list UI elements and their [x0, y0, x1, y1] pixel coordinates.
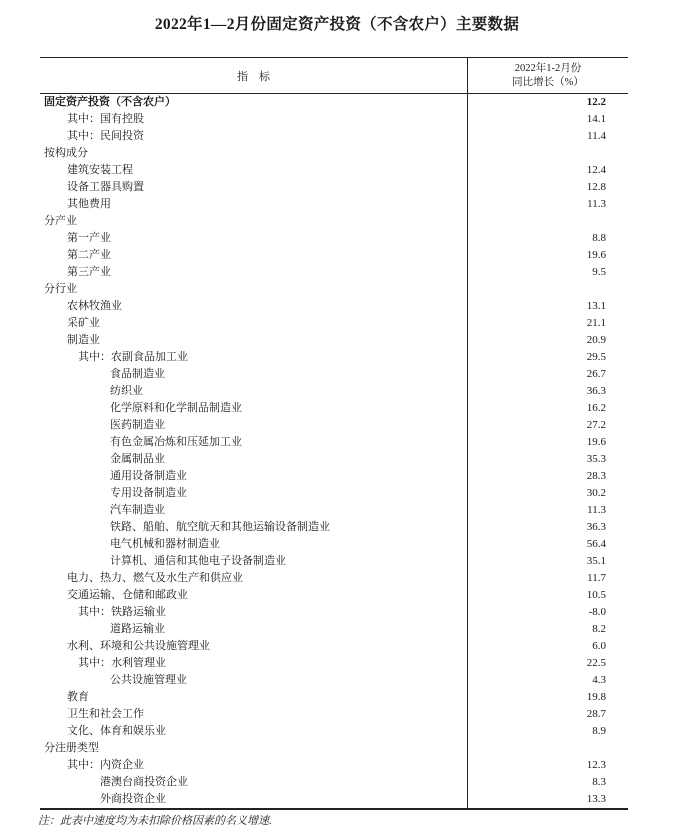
row-growth-value: 11.3 — [467, 502, 628, 519]
row-growth-value: 8.9 — [467, 723, 628, 740]
row-indicator-label: 分产业 — [44, 215, 77, 227]
row-indicator-label: 固定资产投资（不含农户） — [44, 96, 176, 108]
row-growth-value: 36.3 — [467, 383, 628, 400]
row-growth-value: 12.4 — [467, 162, 628, 179]
row-growth-value — [467, 281, 628, 298]
row-growth-value: 13.1 — [467, 298, 628, 315]
row-growth-value: 12.3 — [467, 757, 628, 774]
row-growth-value: 21.1 — [467, 315, 628, 332]
table-row — [40, 519, 628, 536]
table-row — [40, 740, 628, 757]
row-growth-value: 12.2 — [467, 94, 628, 111]
table-row — [40, 94, 628, 111]
row-indicator-label: 通用设备制造业 — [110, 470, 187, 482]
table-row — [40, 587, 628, 604]
row-growth-value: 26.7 — [467, 366, 628, 383]
row-growth-value: 4.3 — [467, 672, 628, 689]
row-growth-value: 56.4 — [467, 536, 628, 553]
row-growth-value: 19.6 — [467, 434, 628, 451]
table-row — [40, 791, 628, 808]
row-indicator-label: 其他费用 — [67, 198, 111, 210]
row-indicator-label: 公共设施管理业 — [110, 674, 187, 686]
row-indicator-label: 分行业 — [44, 283, 77, 295]
row-indicator-label: 第二产业 — [67, 249, 111, 261]
table-row — [40, 655, 628, 672]
row-indicator-label: 有色金属冶炼和压延加工业 — [110, 436, 242, 448]
row-growth-value: 6.0 — [467, 638, 628, 655]
row-growth-value: 35.3 — [467, 451, 628, 468]
footnote: 注：此表中速度均为未扣除价格因素的名义增速. — [38, 815, 272, 827]
row-indicator-label: 汽车制造业 — [110, 504, 165, 516]
table-row — [40, 774, 628, 791]
table-row — [40, 536, 628, 553]
row-growth-value: 19.6 — [467, 247, 628, 264]
row-indicator-label: 化学原料和化学制品制造业 — [110, 402, 242, 414]
table-row — [40, 366, 628, 383]
table-body — [40, 94, 628, 808]
table-row — [40, 111, 628, 128]
table-row — [40, 706, 628, 723]
row-indicator-label: 卫生和社会工作 — [67, 708, 144, 720]
row-indicator-label: 第一产业 — [67, 232, 111, 244]
table-row — [40, 349, 628, 366]
column-header-growth-line2: 同比增长（%） — [512, 76, 584, 88]
table-row — [40, 468, 628, 485]
table-row — [40, 502, 628, 519]
table-header-row — [40, 58, 628, 94]
table-row — [40, 332, 628, 349]
column-header-growth — [467, 58, 628, 93]
table-row — [40, 689, 628, 706]
row-indicator-label: 建筑安装工程 — [67, 164, 133, 176]
row-indicator-label: 第三产业 — [67, 266, 111, 278]
row-indicator-label: 按构成分 — [44, 147, 88, 159]
table-row — [40, 230, 628, 247]
row-indicator-label: 专用设备制造业 — [110, 487, 187, 499]
row-indicator-label: 电力、热力、燃气及水生产和供应业 — [67, 572, 243, 584]
table-row — [40, 298, 628, 315]
column-header-indicator: 指 标 — [237, 70, 270, 83]
table-row — [40, 247, 628, 264]
row-indicator-label: 文化、体育和娱乐业 — [67, 725, 166, 737]
row-indicator-label: 其中：水利管理业 — [78, 657, 166, 669]
column-header-growth-line1: 2022年1-2月份 — [514, 62, 582, 74]
table-row — [40, 604, 628, 621]
row-growth-value: 11.7 — [467, 570, 628, 587]
table-row — [40, 570, 628, 587]
row-growth-value: 13.3 — [467, 791, 628, 808]
row-growth-value: 11.3 — [467, 196, 628, 213]
table-row — [40, 264, 628, 281]
table-row — [40, 485, 628, 502]
row-indicator-label: 电气机械和器材制造业 — [110, 538, 220, 550]
table-row — [40, 723, 628, 740]
row-indicator-label: 交通运输、仓储和邮政业 — [67, 589, 188, 601]
row-indicator-label: 金属制品业 — [110, 453, 165, 465]
row-indicator-label: 港澳台商投资企业 — [100, 776, 188, 788]
row-indicator-label: 道路运输业 — [110, 623, 165, 635]
row-growth-value: 28.3 — [467, 468, 628, 485]
table-row — [40, 638, 628, 655]
row-growth-value: 29.5 — [467, 349, 628, 366]
table-row — [40, 196, 628, 213]
row-indicator-label: 食品制造业 — [110, 368, 165, 380]
row-growth-value: 9.5 — [467, 264, 628, 281]
row-growth-value: 30.2 — [467, 485, 628, 502]
table-row — [40, 757, 628, 774]
row-growth-value: 14.1 — [467, 111, 628, 128]
row-indicator-label: 医药制造业 — [110, 419, 165, 431]
table-row — [40, 553, 628, 570]
row-indicator-label: 水利、环境和公共设施管理业 — [67, 640, 210, 652]
table-row — [40, 621, 628, 638]
row-growth-value: -8.0 — [467, 604, 628, 621]
row-indicator-label: 其中：农副食品加工业 — [78, 351, 188, 363]
row-growth-value: 12.8 — [467, 179, 628, 196]
row-indicator-label: 其中：内资企业 — [67, 759, 144, 771]
table-row — [40, 400, 628, 417]
row-growth-value — [467, 213, 628, 230]
table-row — [40, 315, 628, 332]
row-growth-value: 35.1 — [467, 553, 628, 570]
row-growth-value: 10.5 — [467, 587, 628, 604]
table-row — [40, 162, 628, 179]
row-indicator-label: 其中：民间投资 — [67, 130, 144, 142]
row-indicator-label: 农林牧渔业 — [67, 300, 122, 312]
row-indicator-label: 采矿业 — [67, 317, 100, 329]
table-row — [40, 213, 628, 230]
row-growth-value: 8.2 — [467, 621, 628, 638]
row-growth-value: 22.5 — [467, 655, 628, 672]
table-row — [40, 179, 628, 196]
table-row — [40, 145, 628, 162]
row-growth-value — [467, 145, 628, 162]
data-table — [40, 57, 628, 810]
row-indicator-label: 外商投资企业 — [100, 793, 166, 805]
row-indicator-label: 制造业 — [67, 334, 100, 346]
row-growth-value: 20.9 — [467, 332, 628, 349]
table-row — [40, 672, 628, 689]
row-growth-value — [467, 740, 628, 757]
row-growth-value: 8.8 — [467, 230, 628, 247]
row-indicator-label: 其中：铁路运输业 — [78, 606, 166, 618]
table-row — [40, 434, 628, 451]
table-row — [40, 451, 628, 468]
row-growth-value: 11.4 — [467, 128, 628, 145]
table-row — [40, 128, 628, 145]
row-growth-value: 8.3 — [467, 774, 628, 791]
table-row — [40, 383, 628, 400]
row-growth-value: 27.2 — [467, 417, 628, 434]
row-growth-value: 19.8 — [467, 689, 628, 706]
row-growth-value: 28.7 — [467, 706, 628, 723]
row-indicator-label: 设备工器具购置 — [67, 181, 144, 193]
row-indicator-label: 纺织业 — [110, 385, 143, 397]
row-growth-value: 36.3 — [467, 519, 628, 536]
table-row — [40, 281, 628, 298]
row-indicator-label: 其中：国有控股 — [67, 113, 144, 125]
row-indicator-label: 计算机、通信和其他电子设备制造业 — [110, 555, 286, 567]
row-growth-value: 16.2 — [467, 400, 628, 417]
row-indicator-label: 铁路、船舶、航空航天和其他运输设备制造业 — [110, 521, 330, 533]
page-title: 2022年1—2月份固定资产投资（不含农户）主要数据 — [154, 16, 520, 33]
table-row — [40, 417, 628, 434]
row-indicator-label: 分注册类型 — [44, 742, 99, 754]
row-indicator-label: 教育 — [67, 691, 89, 703]
